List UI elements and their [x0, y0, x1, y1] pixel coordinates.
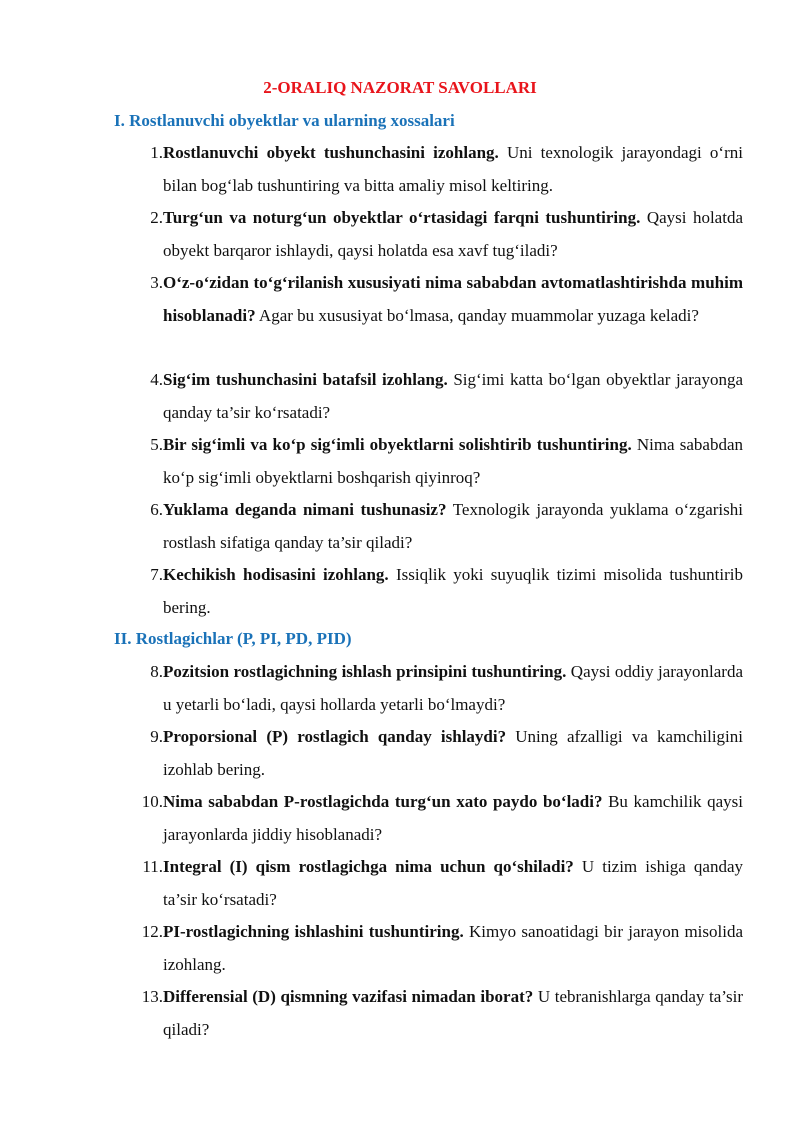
- question-number: 10.: [141, 792, 163, 811]
- question-number: 3.: [150, 273, 163, 292]
- question-body: [163, 851, 743, 916]
- question-text: Nima sababdan ko‘p sig‘imli obyektlarni boshqarish qiyinroq?: [163, 435, 743, 487]
- question-bold: Pozitsion rostlagichning ishlash prinsipini tushuntiring.: [163, 662, 567, 681]
- question-bold: PI-rostlagichning ishlashini tushuntiring.: [163, 922, 464, 941]
- question-number: 13.: [141, 987, 163, 1006]
- question-body: [163, 656, 743, 721]
- question-item: [113, 721, 743, 786]
- question-bold: Differensial (D) qismning vazifasi nimadan iborat?: [163, 987, 534, 1006]
- question-text: Kimyo sanoatidagi bir jarayon misolida izohlang.: [163, 922, 743, 974]
- question-text: Sig‘imi katta bo‘lgan obyektlar jarayonga qanday ta’sir ko‘rsatadi?: [163, 370, 744, 422]
- question-text: Texnologik jarayonda yuklama o‘zgarishi rostlash sifatiga qanday ta’sir qiladi?: [163, 500, 743, 552]
- question-bold: Nima sababdan P-rostlagichda turg‘un xato paydo bo‘ladi?: [163, 792, 603, 811]
- question-item: [113, 364, 743, 429]
- question-bold: Rostlanuvchi obyekt tushunchasini izohlang.: [163, 143, 499, 162]
- question-text: Issiqlik yoki suyuqlik tizimi misolida tushuntirib bering.: [163, 565, 744, 617]
- section-heading-1: I. Rostlanuvchi obyektlar va ularning xossalari: [114, 111, 455, 130]
- question-item: [113, 429, 743, 494]
- question-body: [163, 202, 743, 267]
- question-number: 11.: [142, 857, 163, 876]
- question-bold: Proporsional (P) rostlagich qanday ishlaydi?: [163, 727, 507, 746]
- question-text: U tizim ishiga qanday ta’sir ko‘rsatadi?: [163, 857, 743, 909]
- question-body: [163, 981, 743, 1046]
- question-item: [113, 137, 743, 202]
- question-text: Qaysi holatda obyekt barqaror ishlaydi, qaysi holatda esa xavf tug‘iladi?: [163, 208, 743, 260]
- question-bold: Integral (I) qism rostlagichga nima uchun qo‘shiladi?: [163, 857, 574, 876]
- question-text: Bu kamchilik qaysi jarayonlarda jiddiy hisoblanadi?: [163, 792, 743, 844]
- question-number: 5.: [150, 435, 163, 454]
- question-bold: O‘z-o‘zidan to‘g‘rilanish xususiyati nima sababdan avtomatlashtirishda muhim hisoblanadi?: [163, 273, 743, 325]
- question-number: 12.: [141, 922, 163, 941]
- question-bold: Bir sig‘imli va ko‘p sig‘imli obyektlarni solishtirib tushuntiring.: [163, 435, 632, 454]
- question-bold: Turg‘un va noturg‘un obyektlar o‘rtasidagi farqni tushuntiring.: [163, 208, 641, 227]
- section-heading-2: II. Rostlagichlar (P, PI, PD, PID): [114, 629, 352, 648]
- question-body: [163, 267, 743, 332]
- question-text: U tebranishlarga qanday ta’sir qiladi?: [163, 987, 743, 1039]
- question-item: [113, 916, 743, 981]
- question-item: [113, 202, 743, 267]
- question-number: 2.: [150, 208, 163, 227]
- question-body: [163, 916, 743, 981]
- question-item: [113, 267, 743, 332]
- question-body: [163, 429, 743, 494]
- question-body: [163, 364, 743, 429]
- document-title: 2-ORALIQ NAZORAT SAVOLLARI: [263, 78, 537, 97]
- question-text: Uning afzalligi va kamchiligini izohlab bering.: [163, 727, 743, 779]
- question-bold: Sig‘im tushunchasini batafsil izohlang.: [163, 370, 448, 389]
- question-body: [163, 786, 743, 851]
- question-item: [113, 981, 743, 1046]
- question-item: [113, 494, 743, 559]
- question-text: Qaysi oddiy jarayonlarda u yetarli bo‘ladi, qaysi hollarda yetarli bo‘lmaydi?: [163, 662, 743, 714]
- question-item: [113, 851, 743, 916]
- question-number: 1.: [150, 143, 163, 162]
- question-number: 6.: [150, 500, 163, 519]
- question-item: [113, 656, 743, 721]
- question-number: 8.: [150, 662, 163, 681]
- question-number: 4.: [150, 370, 163, 389]
- question-number: 7.: [150, 565, 163, 584]
- question-body: [163, 721, 743, 786]
- question-text: Uni texnologik jarayondagi o‘rni bilan bog‘lab tushuntiring va bitta amaliy misol keltiring.: [163, 143, 743, 195]
- question-bold: Kechikish hodisasini izohlang.: [163, 565, 389, 584]
- question-body: [163, 137, 743, 202]
- question-bold: Yuklama deganda nimani tushunasiz?: [163, 500, 447, 519]
- question-item: [113, 786, 743, 851]
- question-body: [163, 559, 743, 624]
- question-text: Agar bu xususiyat bo‘lmasa, qanday muammolar yuzaga keladi?: [255, 305, 699, 325]
- question-item: [113, 559, 743, 624]
- question-number: 9.: [150, 727, 163, 746]
- question-body: [163, 494, 743, 559]
